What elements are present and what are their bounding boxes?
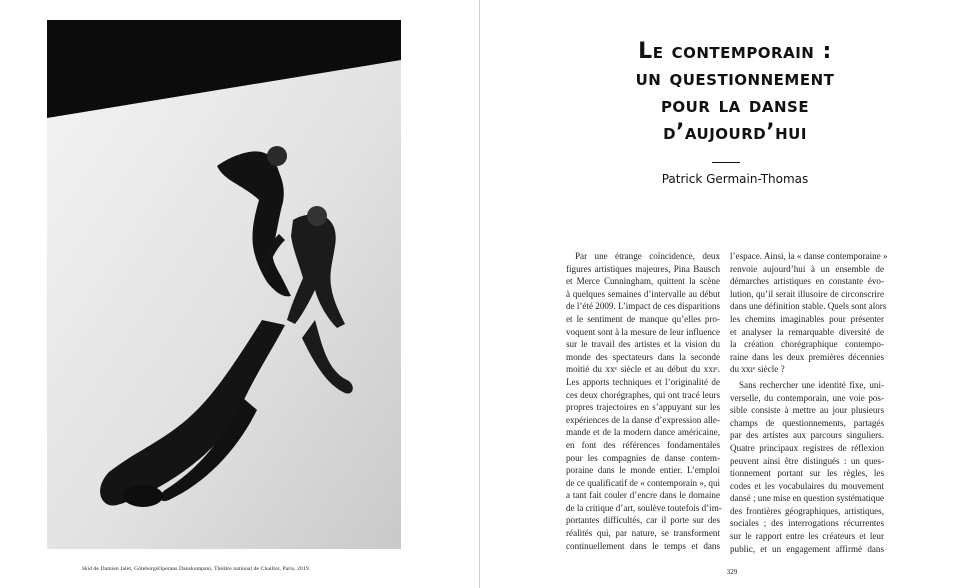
page-number: 329: [726, 568, 738, 576]
text-column-2: [730, 250, 888, 555]
text-line: du xxıᵉ siècle ?: [730, 364, 785, 375]
photo-caption: [82, 566, 402, 572]
text-line: Sans rechercher une identité fixe, uni-: [739, 379, 884, 390]
text-line: continuellement dans le temps et dans: [566, 540, 720, 551]
text-line: démarches artistiques en constante évo-: [730, 276, 884, 287]
text-line: Quatre principaux registres de réflexion: [730, 442, 884, 453]
text-line: champs de questionnements, partagés: [730, 417, 884, 428]
text-line: voquent sont à la mesure de leur influence: [566, 326, 720, 337]
text-line: en font des références fondamentales: [566, 439, 720, 450]
text-line: l’espace. Ainsi, la « danse contemporaine »: [730, 251, 888, 261]
text-line: raine dans les deux premières décennies: [730, 351, 884, 362]
text-line: Les apports techniques et l’originalité de: [566, 376, 720, 387]
text-line: figures artistiques majeures, Pina Bausch: [566, 263, 720, 274]
title-line: Le contemporain :: [638, 39, 832, 64]
page-gutter: [479, 0, 480, 588]
title-divider: [712, 162, 740, 163]
text-line: codes et les vocabulaires du mouvement: [730, 480, 884, 491]
text-line: public, et un engagement affirmé dans: [730, 543, 884, 554]
text-line: pour les compagnies de danse contem-: [566, 452, 720, 463]
text-line: dansé ; une mise en question systématique: [730, 493, 885, 504]
text-line: moitié du xxᵉ siècle et au début du xxıᵉ.: [566, 364, 720, 375]
text-line: et analyser la remarquable diversité de: [730, 326, 884, 337]
text-line: de l’été 2009. L’impact de ces disparitions: [566, 301, 720, 312]
text-line: monde des spectateurs dans la seconde: [566, 351, 720, 362]
text-line: sur le rapport entre les créateurs et leur: [730, 531, 884, 542]
text-line: sociales ; des interrogations récurrentes: [730, 518, 884, 529]
caption-title: Skid: [82, 566, 93, 572]
text-column-1: [566, 250, 720, 552]
text-line: réalités qui, par nature, se transforment: [566, 528, 720, 539]
text-line: poraine dans le monde entier. L’emploi: [566, 465, 720, 476]
caption-text: de Damien Jalet, GöteborgsOperans Danskompani, Théâtre national de Chaillot, Paris, 2019.: [92, 566, 311, 572]
text-line: ces deux chorégraphes, qui ont tracé leurs: [566, 389, 720, 400]
article-title: [560, 38, 910, 146]
text-line: et le sentiment de manque qu’elles pro-: [566, 313, 720, 324]
text-line: et Merce Cunningham, quittent la scène: [566, 276, 720, 287]
text-line: la création chorégraphique contempo-: [730, 339, 884, 350]
title-line: pour la danse: [660, 93, 810, 118]
dancers-stage-photo: [47, 20, 401, 549]
text-line: lution, qu’il serait illusoire de circonscrire: [730, 288, 884, 299]
text-line: portantes difficultés, car il porte sur des: [566, 515, 720, 526]
article-author: Patrick Germain-Thomas: [661, 172, 809, 186]
text-line: par des artistes aux parcours singuliers.: [730, 430, 884, 441]
text-line: mande et de la modern dance américaine,: [566, 427, 720, 438]
text-line: Par une étrange coïncidence, deux: [575, 251, 720, 261]
text-line: a tant fait couler d’encre dans le domaine: [566, 490, 720, 501]
text-line: dans une définition stable. Quels sont alors: [730, 301, 887, 312]
text-line: verselle, du contemporain, une voie pos-: [730, 392, 884, 403]
title-line: d’aujourd’hui: [663, 120, 807, 145]
text-line: de la critique d’art, soulève toutefois d’im-: [566, 502, 722, 513]
text-line: peuvent ainsi être distingués : un ques-: [730, 455, 884, 466]
text-line: sur le travail des artistes et la vision du: [566, 339, 720, 350]
text-line: expériences de la danse d’expression alle-: [566, 414, 720, 425]
text-line: renvoie aujourd’hui à un ensemble de: [730, 263, 884, 274]
text-line: tionnement portant sur les règles, les: [730, 468, 884, 479]
text-line: des frontières géographiques, artistiques,: [730, 505, 884, 516]
title-line: un questionnement: [635, 66, 835, 91]
text-line: sible consiste à mettre au jour plusieurs: [730, 405, 884, 416]
photo-graphic: [47, 20, 401, 549]
text-line: de ce qualificatif de « contemporain », qui: [566, 477, 721, 488]
text-line: propres trajectoires en s’appuyant sur les: [566, 402, 720, 413]
text-line: à quelques semaines d’intervalle au début: [566, 288, 720, 299]
text-line: les chemins imaginables pour présenter: [730, 313, 884, 324]
